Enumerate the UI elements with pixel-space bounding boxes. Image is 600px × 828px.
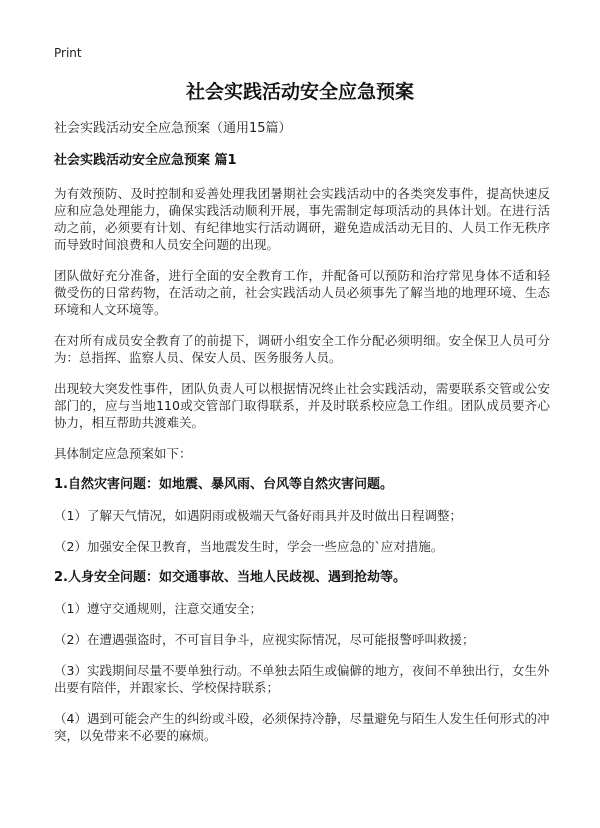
heading-natural-disaster: 1.自然灾害问题：如地震、暴风雨、台风等自然灾害问题。 xyxy=(54,477,393,492)
list-item: （3）实践期间尽量不要单独行动。不单独去陌生或偏僻的地方，夜间不单独出行，女生外出要有陪伴，并跟家长、学校保持联系； xyxy=(54,663,550,695)
print-label[interactable]: Print xyxy=(54,46,82,60)
list-item: （2）加强安全保卫教育，当地震发生时，学会一些应急的`应对措施。 xyxy=(54,539,444,554)
document-body xyxy=(54,152,550,758)
paragraph-plan-intro: 具体制定应急预案如下： xyxy=(54,446,192,461)
document-title: 社会实践活动安全应急预案 xyxy=(185,81,414,103)
paragraph-preparation: 团队做好充分准备，进行全面的安全教育工作，并配备可以预防和治疗常见身体不适和轻微受伤的日常药物，在活动之前，社会实践活动人员必须事先了解当地的地理环境、生态环境和人文环境等。 xyxy=(54,268,550,317)
document-subtitle: 社会实践活动安全应急预案（通用15篇） xyxy=(54,121,292,136)
paragraph-emergency: 出现较大突发性事件，团队负责人可以根据情况终止社会实践活动，需要联系交管或公安部门的，应与当地110或交管部门取得联系，并及时联系校应急工作组。团队成员要齐心协力，相互帮助共渡难关。 xyxy=(54,381,550,430)
list-item: （1）遵守交通规则，注意交通安全； xyxy=(54,601,262,616)
heading-personal-safety: 2.人身安全问题：如交通事故、当地人民歧视、遇到抢劫等。 xyxy=(54,570,406,585)
list-item: （4）遇到可能会产生的纠纷或斗殴，必须保持冷静，尽量避免与陌生人发生任何形式的冲突，以免带来不必要的麻烦。 xyxy=(54,711,550,743)
paragraph-intro: 为有效预防、及时控制和妥善处理我团暑期社会实践活动中的各类突发事件，提高快速反应和应急处理能力，确保实践活动顺利开展，事先需制定每项活动的具体计划。在进行活动之前，必须要有计划、有纪律地实行活动调研，避免造成活动无目的、人员工作无秩序而导致时间浪费和人员安全问题的出现。 xyxy=(54,186,550,252)
section-title: 社会实践活动安全应急预案 篇1 xyxy=(54,153,237,168)
list-item: （2）在遭遇强盗时，不可盲目争斗，应视实际情况，尽可能报警呼叫救援； xyxy=(54,632,475,647)
paragraph-safety-roles: 在对所有成员安全教育了的前提下，调研小组安全工作分配必须明细。安全保卫人员可分为：总指挥、监察人员、保安人员、医务服务人员。 xyxy=(54,333,550,365)
list-item: （1）了解天气情况，如遇阴雨或极端天气备好雨具并及时做出日程调整； xyxy=(54,508,462,523)
